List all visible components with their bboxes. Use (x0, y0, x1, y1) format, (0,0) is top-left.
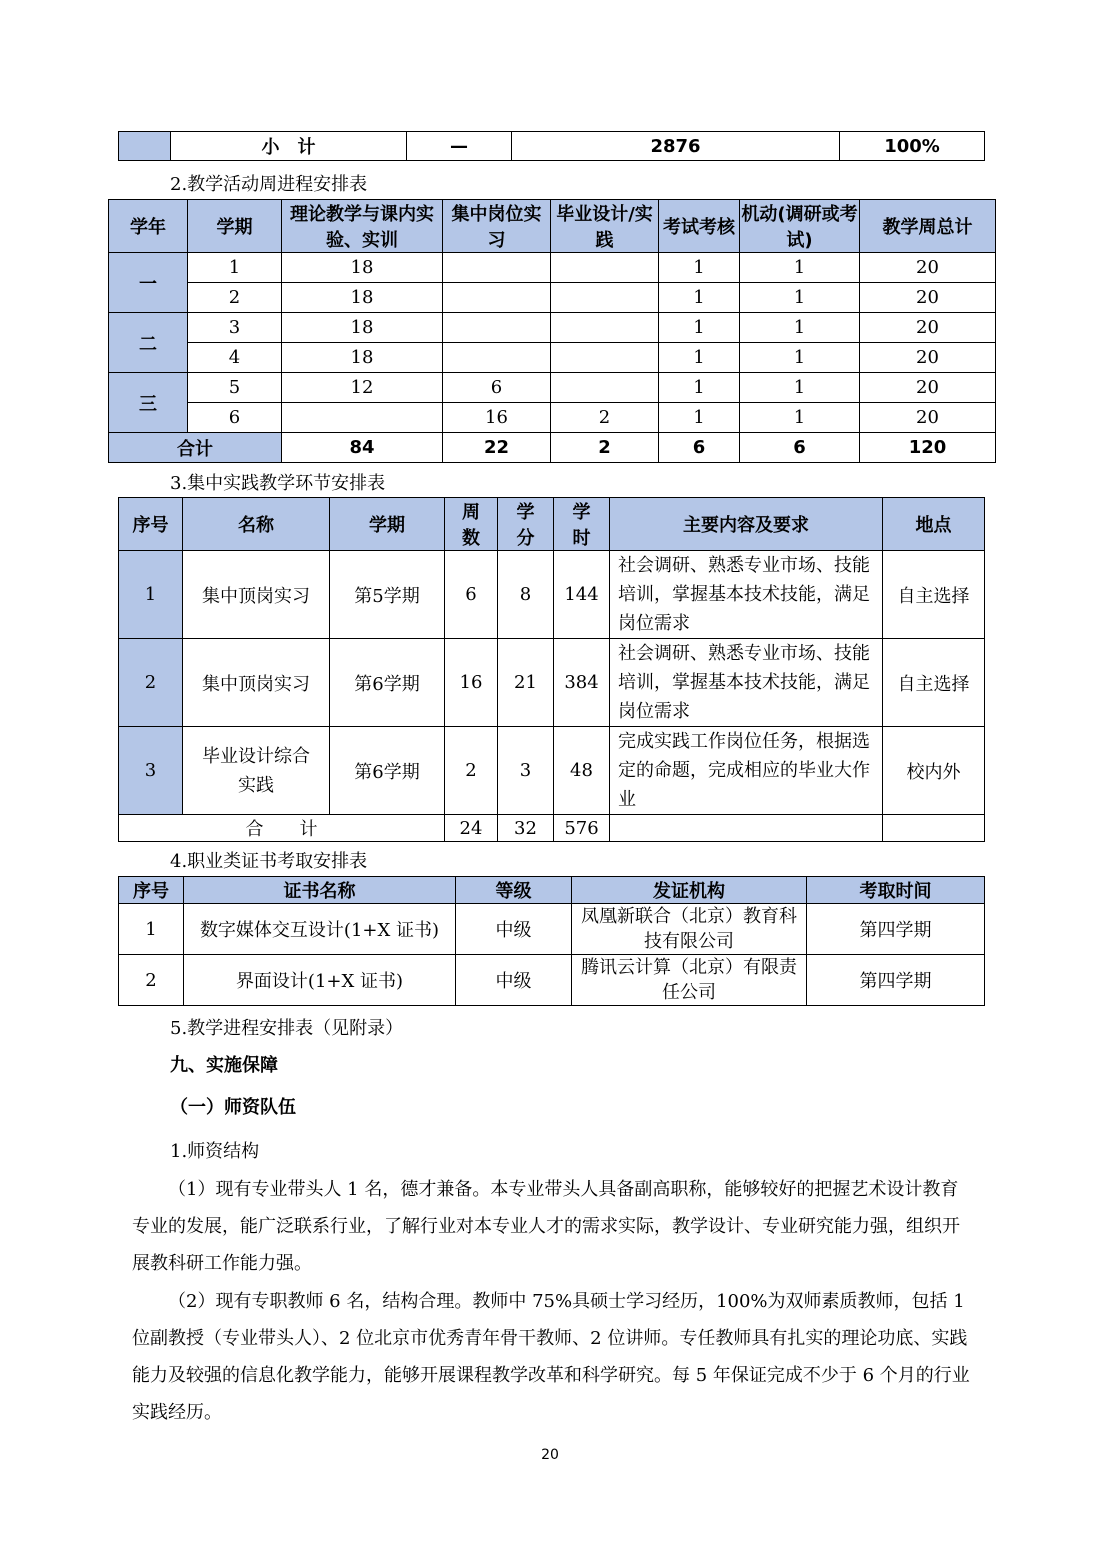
subtotal-label: 小 计 (171, 132, 407, 161)
t2-cell: 1 (659, 403, 740, 433)
t2-cell: 18 (282, 253, 443, 283)
t2-cell: 1 (740, 373, 860, 403)
t2-cell: 1 (740, 403, 860, 433)
t4-row-issuer: 凤凰新联合（北京）教育科技有限公司 (572, 904, 807, 955)
weekly-schedule-table (108, 199, 996, 463)
t2-header-internship: 集中岗位实习 (443, 200, 551, 253)
t4-header-level: 等级 (456, 877, 572, 904)
t4-row-level: 中级 (456, 955, 572, 1006)
t3-row-credits: 3 (498, 727, 554, 815)
t4-header-time: 考取时间 (807, 877, 985, 904)
t2-cell: 1 (659, 373, 740, 403)
t2-cell: 2 (551, 403, 659, 433)
t3-row-term: 第6学期 (330, 639, 445, 727)
section2-title: 2.教学活动周进程安排表 (170, 174, 368, 195)
t3-row-location: 校内外 (883, 727, 985, 815)
subtotal-dash: — (407, 132, 512, 161)
t3-row-term: 第5学期 (330, 551, 445, 639)
t3-row-no: 2 (119, 639, 183, 727)
subtotal-hours: 2876 (512, 132, 840, 161)
t2-header-total: 教学周总计 (860, 200, 996, 253)
t3-row-no: 1 (119, 551, 183, 639)
t2-cell: 12 (282, 373, 443, 403)
t3-row-name: 集中顶岗实习 (183, 639, 330, 727)
t3-header-location: 地点 (883, 498, 985, 551)
t2-cell (443, 343, 551, 373)
t2-cell: 1 (188, 253, 282, 283)
t3-row-weeks: 16 (445, 639, 498, 727)
t3-header-content: 主要内容及要求 (610, 498, 883, 551)
t2-header-theory: 理论教学与课内实验、实训 (282, 200, 443, 253)
t3-row-hours: 144 (554, 551, 610, 639)
t2-cell: 1 (740, 343, 860, 373)
paragraph-1: （1）现有专业带头人 1 名，德才兼备。本专业带头人具备副高职称，能够较好的把握艺术设计教育专业的发展，能广泛联系行业，了解行业对本专业人才的需求实际，教学设计、专业研究能力强，组织开展教科研工作能力强。 (132, 1179, 960, 1274)
t2-cell: 20 (860, 253, 996, 283)
t3-header-term: 学期 (330, 498, 445, 551)
t2-header-flex: 机动(调研或考试) (740, 200, 860, 253)
t3-row-content: 完成实践工作岗位任务，根据选定的命题，完成相应的毕业大作业 (610, 727, 883, 815)
t2-total-cell: 2 (551, 433, 659, 463)
page-number: 20 (541, 1447, 559, 1463)
t2-cell: 1 (659, 343, 740, 373)
t3-header-hours: 学时 (554, 498, 610, 551)
t2-year-1: 一 (109, 253, 188, 313)
t3-row-weeks: 6 (445, 551, 498, 639)
t3-row-hours: 384 (554, 639, 610, 727)
t2-year-3: 三 (109, 373, 188, 433)
t2-header-exam: 考试考核 (659, 200, 740, 253)
t2-total-cell: 120 (860, 433, 996, 463)
t4-header-issuer: 发证机构 (572, 877, 807, 904)
t4-row-cert: 数字媒体交互设计(1+X 证书) (184, 904, 456, 955)
t3-total-credits: 32 (498, 815, 554, 842)
t2-cell (443, 283, 551, 313)
certificate-table (118, 876, 985, 1006)
t2-cell (443, 253, 551, 283)
t2-cell: 20 (860, 343, 996, 373)
t4-row-level: 中级 (456, 904, 572, 955)
t2-cell (551, 253, 659, 283)
t4-row-no: 1 (119, 904, 184, 955)
t2-cell (551, 373, 659, 403)
t2-header-year: 学年 (109, 200, 188, 253)
t2-cell: 20 (860, 373, 996, 403)
t2-cell: 1 (659, 283, 740, 313)
t2-total-cell: 84 (282, 433, 443, 463)
t2-cell: 2 (188, 283, 282, 313)
t2-cell (443, 313, 551, 343)
t3-row-weeks: 2 (445, 727, 498, 815)
t2-cell: 1 (740, 283, 860, 313)
section4-title: 4.职业类证书考取安排表 (170, 851, 368, 872)
t3-row-location: 自主选择 (883, 551, 985, 639)
subtotal-percent: 100% (840, 132, 985, 161)
t3-header-no: 序号 (119, 498, 183, 551)
t2-cell: 18 (282, 283, 443, 313)
t4-row-issuer: 腾讯云计算（北京）有限责任公司 (572, 955, 807, 1006)
subtotal-blank-cell (119, 132, 171, 161)
t2-cell: 1 (740, 253, 860, 283)
chapter9-title: 九、实施保障 (170, 1055, 278, 1076)
t3-header-name: 名称 (183, 498, 330, 551)
t3-row-location: 自主选择 (883, 639, 985, 727)
t3-row-hours: 48 (554, 727, 610, 815)
t3-row-no: 3 (119, 727, 183, 815)
t3-row-term: 第6学期 (330, 727, 445, 815)
practice-schedule-table (118, 497, 985, 842)
t3-total-location (883, 815, 985, 842)
t4-row-cert: 界面设计(1+X 证书) (184, 955, 456, 1006)
t2-cell: 1 (740, 313, 860, 343)
t3-total-weeks: 24 (445, 815, 498, 842)
t2-total-label: 合计 (109, 433, 282, 463)
t3-total-hours: 576 (554, 815, 610, 842)
section5-title: 5.教学进程安排表（见附录） (170, 1018, 404, 1039)
t2-cell: 5 (188, 373, 282, 403)
t2-year-2: 二 (109, 313, 188, 373)
t3-row-name: 集中顶岗实习 (183, 551, 330, 639)
t2-cell: 16 (443, 403, 551, 433)
t2-cell: 4 (188, 343, 282, 373)
t2-cell: 1 (659, 253, 740, 283)
t2-cell: 1 (659, 313, 740, 343)
t2-cell (551, 313, 659, 343)
t2-cell (551, 283, 659, 313)
t3-row-credits: 8 (498, 551, 554, 639)
t2-cell: 18 (282, 343, 443, 373)
t3-total-content (610, 815, 883, 842)
t2-cell: 20 (860, 403, 996, 433)
t3-header-credits: 学分 (498, 498, 554, 551)
subtotal-table (118, 131, 985, 161)
t3-row-content: 社会调研、熟悉专业市场、技能培训，掌握基本技术技能，满足岗位需求 (610, 639, 883, 727)
t2-header-graduation: 毕业设计/实践 (551, 200, 659, 253)
t2-total-cell: 22 (443, 433, 551, 463)
t2-cell (551, 343, 659, 373)
t4-row-time: 第四学期 (807, 955, 985, 1006)
t3-header-weeks: 周数 (445, 498, 498, 551)
t2-header-term: 学期 (188, 200, 282, 253)
t4-header-cert: 证书名称 (184, 877, 456, 904)
t2-cell: 3 (188, 313, 282, 343)
t3-total-label: 合 计 (119, 815, 445, 842)
t2-cell: 6 (443, 373, 551, 403)
t2-cell: 6 (188, 403, 282, 433)
t2-cell: 18 (282, 313, 443, 343)
t2-total-cell: 6 (659, 433, 740, 463)
t2-cell (282, 403, 443, 433)
t3-row-credits: 21 (498, 639, 554, 727)
t2-total-cell: 6 (740, 433, 860, 463)
t2-cell: 20 (860, 313, 996, 343)
section3-title: 3.集中实践教学环节安排表 (170, 473, 386, 494)
t3-row-name: 毕业设计综合实践 (183, 727, 330, 815)
t4-row-time: 第四学期 (807, 904, 985, 955)
paragraph-2: （2）现有专职教师 6 名，结构合理。教师中 75%具硕士学习经历，100%为双师素质教师，包括 1 位副教授（专业带头人）、2 位北京市优秀青年骨干教师、2 位讲师。专任教师具有扎实的理论功底、实践能力及较强的信息化教学能力，能够开展课程教学改革和科学研究。每 5 年保证完成不少于 6 个月的行业实践经历。 (132, 1291, 970, 1423)
sub1-title: （一）师资队伍 (170, 1097, 296, 1118)
t2-cell: 20 (860, 283, 996, 313)
item1-title: 1.师资结构 (170, 1141, 260, 1162)
t4-header-no: 序号 (119, 877, 184, 904)
t4-row-no: 2 (119, 955, 184, 1006)
t3-row-content: 社会调研、熟悉专业市场、技能培训，掌握基本技术技能，满足岗位需求 (610, 551, 883, 639)
